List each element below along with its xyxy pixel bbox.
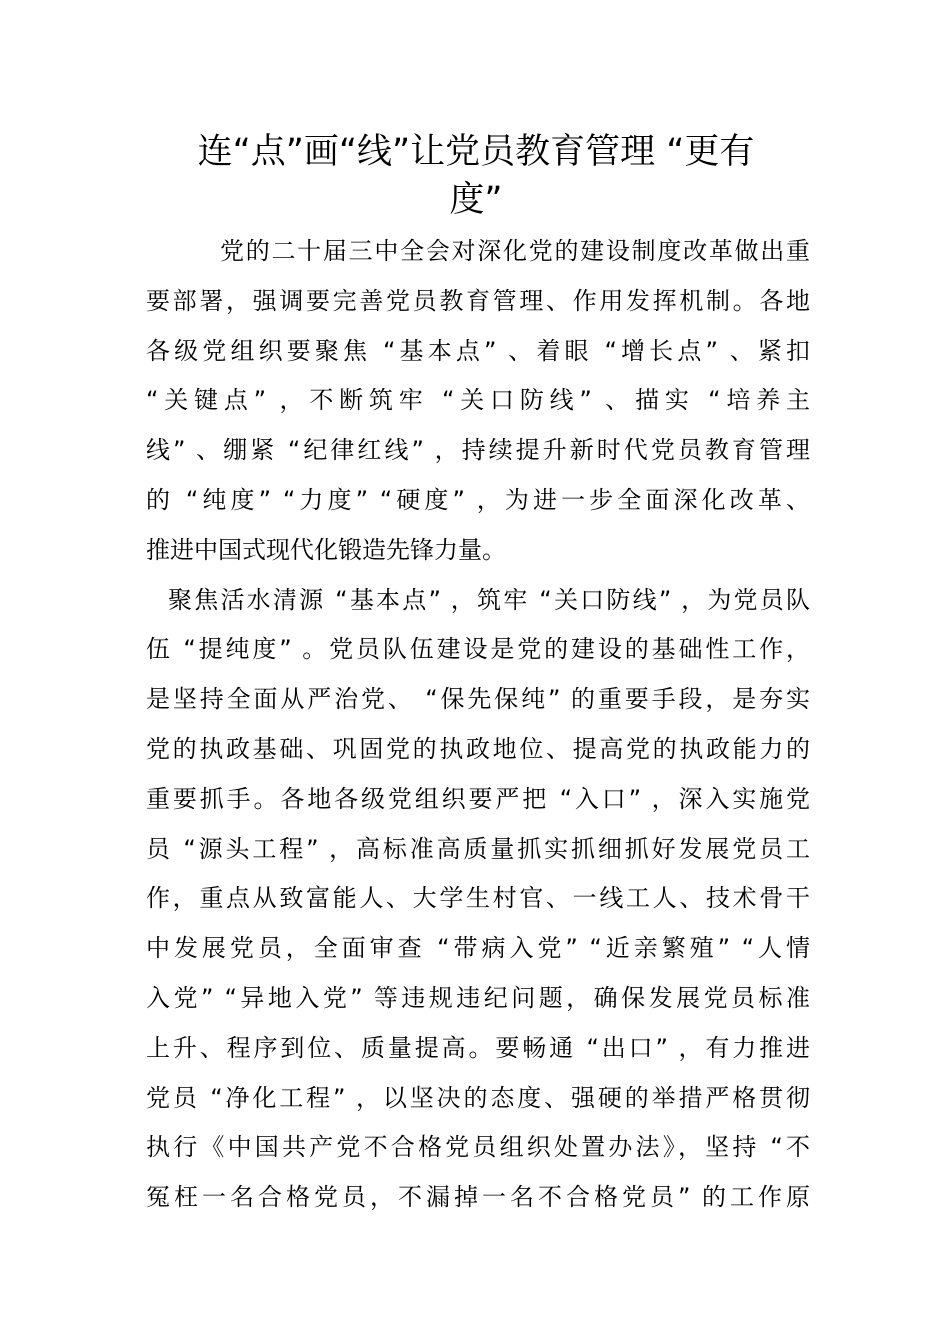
text-line: “关键点” ，不断筑牢 “关口防线” 、描实 “培养主 <box>146 386 810 415</box>
text-line: 聚焦活水清源 “基本点” ，筑牢 “关口防线” ，为党员队 <box>168 585 810 614</box>
paragraph-basic-point <box>146 576 810 1223</box>
text-line: 重要抓手。各地各级党组织要严把 “入口” ，深入实施党 <box>146 784 810 813</box>
text-line: 推进中国式现代化锻造先锋力量。 <box>146 535 506 564</box>
text-line: 是坚持全面从严治党、 “保先保纯” 的重要手段，是夯实 <box>146 685 810 714</box>
title-line: 度” <box>449 180 503 220</box>
text-line: 要部署，强调要完善党员教育管理、作用发挥机制。各地 <box>146 286 810 315</box>
text-line: 入党” “异地入党” 等违规违纪问题，确保发展党员标准 <box>146 983 810 1012</box>
paragraph-intro <box>146 227 810 576</box>
text-line: 线” 、绷紧 “纪律红线” ，持续提升新时代党员教育管理 <box>146 436 810 465</box>
text-line: 中发展党员，全面审查 “带病入党” “近亲繁殖” “人情 <box>146 934 810 963</box>
text-line: 党的执政基础、巩固党的执政地位、提高党的执政能力的 <box>146 734 810 763</box>
document-title <box>140 128 812 224</box>
text-line: 上升、程序到位、质量提高。要畅通 “出口” ，有力推进 <box>146 1033 810 1062</box>
text-line: 党的二十届三中全会对深化党的建设制度改革做出重 <box>220 237 810 265</box>
document-body <box>146 227 810 1223</box>
text-line: 的 “纯度” “力度” “硬度” ，为进一步全面深化改革、 <box>146 485 810 514</box>
text-line: 党员 “净化工程” ，以坚决的态度、强硬的举措严格贯彻 <box>146 1083 810 1112</box>
text-line: 执行《中国共产党不合格党员组织处置办法》，坚持 “不 <box>146 1133 810 1162</box>
text-line: 各级党组织要聚焦 “基本点” 、着眼 “增长点” 、紧扣 <box>146 336 810 365</box>
text-line: 冤枉一名合格党员，不漏掉一名不合格党员” 的工作原 <box>146 1183 810 1212</box>
title-line: 连“点”画“线”让党员教育管理 “更有 <box>197 132 755 172</box>
text-line: 员 “源头工程” ，高标准高质量抓实抓细抓好发展党员工 <box>146 834 810 863</box>
text-line: 伍 “提纯度” 。党员队伍建设是党的建设的基础性工作， <box>146 635 810 664</box>
text-line: 作，重点从致富能人、大学生村官、一线工人、技术骨干 <box>146 884 810 913</box>
